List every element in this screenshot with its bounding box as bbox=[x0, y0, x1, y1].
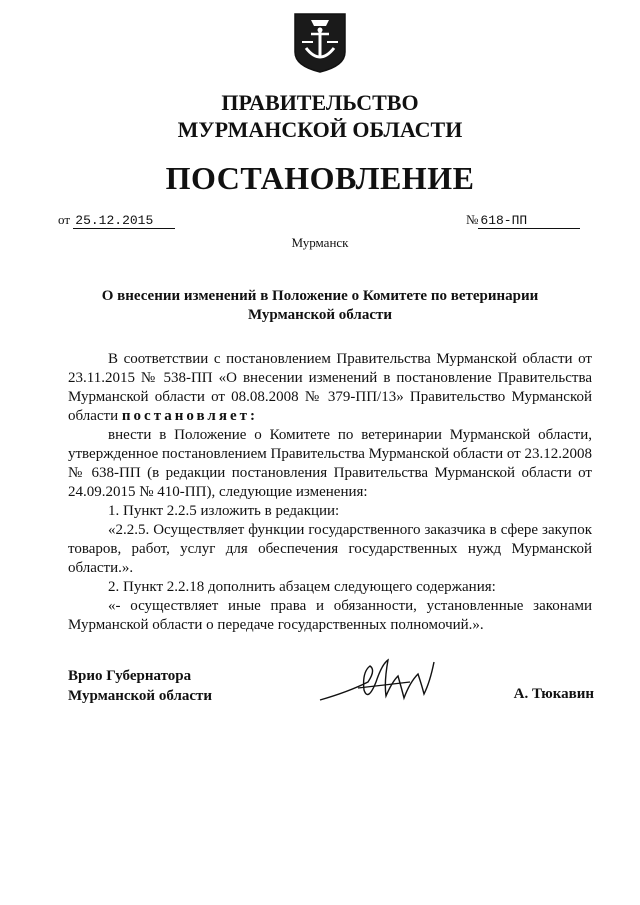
coat-of-arms-emblem bbox=[293, 12, 347, 74]
preamble-text: В соответствии с постановлением Правительства Мурманской области от 23.11.2015 № 538-ПП «О внесении изменений в постановление Правительства Мурманской области от 08.08.2008 № 379-ПП/13» Правительство Мурманской области bbox=[68, 351, 592, 424]
body-paragraph-intro: внести в Положение о Комитете по ветеринарии Мурманской области, утвержденное постановлением Правительства Мурманской области от 23.12.2008 № 638-ПП (в редакции постановления Правительства Мурманской области от 24.09.2015 № 410-ПП), следующие изменения: bbox=[68, 427, 592, 500]
resolution-keyword: постановляет: bbox=[121, 408, 258, 424]
document-type-title: ПОСТАНОВЛЕНИЕ bbox=[165, 160, 475, 196]
signatory-name: А. Тюкавин bbox=[513, 686, 594, 702]
number-prefix: № bbox=[466, 212, 479, 227]
date-value: 25.12.2015 bbox=[73, 214, 175, 229]
organization-name-line1: ПРАВИТЕЛЬСТВО bbox=[221, 90, 419, 115]
document-date bbox=[58, 212, 175, 229]
handwritten-signature bbox=[318, 652, 438, 714]
document-city: Мурманск bbox=[291, 235, 349, 250]
body-paragraph-preamble bbox=[68, 350, 592, 426]
signatory-title bbox=[68, 666, 212, 706]
body-paragraph-item1: 1. Пункт 2.2.5 изложить в редакции: bbox=[108, 503, 340, 519]
document-subject bbox=[96, 287, 544, 325]
number-value: 618-ПП bbox=[478, 214, 580, 229]
organization-name-line2: МУРМАНСКОЙ ОБЛАСТИ bbox=[177, 117, 463, 142]
document-number bbox=[466, 212, 580, 229]
body-paragraph-item2: 2. Пункт 2.2.18 дополнить абзацем следующего содержания: bbox=[108, 579, 496, 595]
signatory-title-line2: Мурманской области bbox=[68, 688, 213, 704]
date-prefix: от bbox=[58, 212, 71, 227]
document-body bbox=[68, 350, 592, 635]
signatory-title-line1: Врио Губернатора bbox=[68, 668, 192, 684]
subject-line2: Мурманской области bbox=[247, 307, 393, 323]
body-paragraph-item2-text: «- осуществляет иные права и обязанности, установленные законами Мурманской области о передаче государственных полномочий.». bbox=[68, 598, 592, 633]
body-paragraph-item1-text: «2.2.5. Осуществляет функции государственного заказчика в сфере закупок товаров, работ, услуг для обеспечения государственных нужд Мурманской области.». bbox=[68, 522, 592, 576]
subject-line1: О внесении изменений в Положение о Комитете по ветеринарии bbox=[101, 288, 539, 304]
